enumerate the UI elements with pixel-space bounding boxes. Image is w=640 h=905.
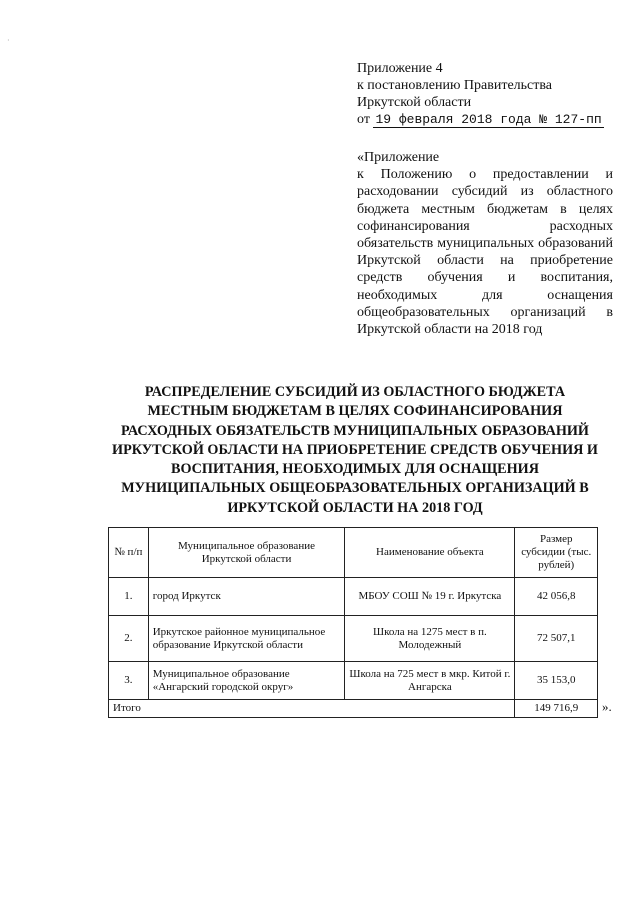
appendix-resolution-ref: к постановлению Правительства xyxy=(357,78,553,93)
closing-quote: ». xyxy=(602,699,612,714)
row-number: 3. xyxy=(109,662,149,700)
row-amount: 72 507,1 xyxy=(515,616,598,662)
appendix-region: Иркутской области xyxy=(357,95,472,110)
header-municipality: Муниципальное образование Иркутской области xyxy=(148,528,345,578)
stray-mark: · xyxy=(7,36,10,45)
row-object: МБОУ СОШ № 19 г. Иркутска xyxy=(345,578,515,616)
appendix-date-line xyxy=(357,111,617,128)
row-municipality: Иркутское районное муниципальное образование Иркутской области xyxy=(148,616,345,662)
appendix-header xyxy=(357,60,617,128)
row-number: 2. xyxy=(109,616,149,662)
table-row xyxy=(109,616,598,662)
document-title: РАСПРЕДЕЛЕНИЕ СУБСИДИЙ ИЗ ОБЛАСТНОГО БЮДЖЕТА МЕСТНЫМ БЮДЖЕТАМ В ЦЕЛЯХ СОФИНАНСИРОВАНИЯ РАСХОДНЫХ ОБЯЗАТЕЛЬСТВ МУНИЦИПАЛЬНЫХ ОБРАЗОВАНИЙ ИРКУТСКОЙ ОБЛАСТИ НА ПРИОБРЕТЕНИЕ СРЕДСТВ ОБУЧЕНИЯ И ВОСПИТАНИЯ, НЕОБХОДИМЫХ ДЛЯ ОСНАЩЕНИЯ МУНИЦИПАЛЬНЫХ ОБЩЕОБРАЗОВАТЕЛЬНЫХ ОРГАНИЗАЦИЙ В ИРКУТСКОЙ ОБЛАСТИ НА 2018 ГОД xyxy=(112,384,598,516)
annex-text: к Положению о предоставлении и расходовании субсидий из областного бюджета местным бюджетам в целях софинансирования расходных обязательств муниципальных образований Иркутской области на приобретение средств обучения и воспитания, необходимых для оснащения общеобразовательных организаций в Иркутской области на 2018 год xyxy=(357,167,613,338)
row-municipality: Муниципальное образование «Ангарский городской округ» xyxy=(148,662,345,700)
row-number: 1. xyxy=(109,578,149,616)
row-object: Школа на 725 мест в мкр. Китой г. Ангарска xyxy=(345,662,515,700)
total-label: Итого xyxy=(109,700,515,718)
row-amount: 35 153,0 xyxy=(515,662,598,700)
appendix-number: Приложение 4 xyxy=(357,61,443,76)
resolution-date: 19 февраля 2018 года № 127-пп xyxy=(375,112,602,127)
total-value: 149 716,9 xyxy=(515,700,598,718)
table-header-row xyxy=(109,528,598,578)
row-municipality: город Иркутск xyxy=(148,578,345,616)
header-amount: Размер субсидии (тыс. рублей) xyxy=(515,528,598,578)
row-object: Школа на 1275 мест в п. Молодежный xyxy=(345,616,515,662)
row-amount: 42 056,8 xyxy=(515,578,598,616)
annex-title: «Приложение xyxy=(357,150,440,165)
date-prefix: от xyxy=(357,112,370,127)
subsidy-table xyxy=(108,527,598,718)
header-object: Наименование объекта xyxy=(345,528,515,578)
annex-block xyxy=(357,149,613,338)
table-total-row xyxy=(109,700,598,718)
table-row xyxy=(109,662,598,700)
header-number: № п/п xyxy=(109,528,149,578)
table-row xyxy=(109,578,598,616)
